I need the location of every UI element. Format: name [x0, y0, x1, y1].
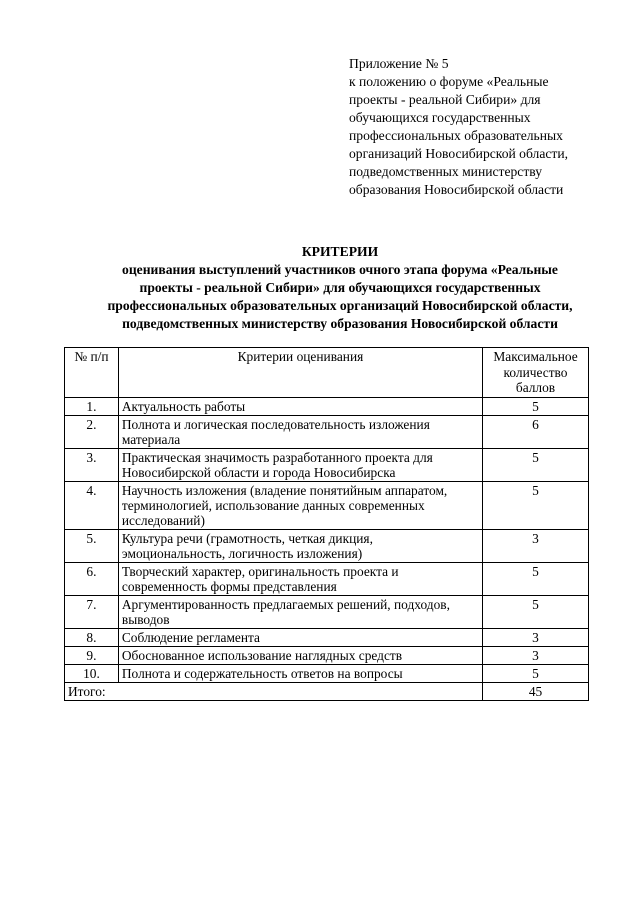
row-num: 10. [65, 664, 119, 682]
row-criteria: Практическая значимость разработанного проекта для Новосибирской области и города Новосибирска [118, 448, 482, 481]
table-row [65, 415, 589, 448]
row-criteria: Соблюдение регламента [118, 628, 482, 646]
row-num: 3. [65, 448, 119, 481]
table-row [65, 628, 589, 646]
header-max: Максимальное количество баллов [483, 348, 589, 398]
appendix-line: к положению о форуме «Реальные [349, 74, 549, 89]
row-max: 5 [483, 562, 589, 595]
appendix-line: проекты - реальной Сибири» для [349, 92, 541, 107]
row-max: 3 [483, 628, 589, 646]
row-max: 3 [483, 529, 589, 562]
row-num: 2. [65, 415, 119, 448]
row-criteria: Аргументированность предлагаемых решений, подходов, выводов [118, 595, 482, 628]
row-criteria: Полнота и содержательность ответов на вопросы [118, 664, 482, 682]
appendix-line: обучающихся государственных [349, 110, 531, 125]
table-row [65, 646, 589, 664]
table-row [65, 595, 589, 628]
row-num: 6. [65, 562, 119, 595]
table-row [65, 529, 589, 562]
header-num: № п/п [65, 348, 119, 398]
row-max: 5 [483, 448, 589, 481]
total-row [65, 682, 589, 700]
row-max: 5 [483, 595, 589, 628]
appendix-line: подведомственных министерству [349, 164, 543, 179]
total-label: Итого: [65, 682, 483, 700]
row-max: 5 [483, 397, 589, 415]
title-line: проекты - реальной Сибири» для обучающихся государственных [139, 280, 541, 295]
row-num: 9. [65, 646, 119, 664]
title-line: профессиональных образовательных организаций Новосибирской области, [107, 298, 573, 313]
table-row [65, 397, 589, 415]
appendix-line: образования Новосибирской области [349, 182, 564, 197]
row-max: 3 [483, 646, 589, 664]
row-num: 8. [65, 628, 119, 646]
title-line: оценивания выступлений участников очного этапа форума «Реальные [122, 262, 558, 277]
table-row [65, 481, 589, 529]
row-max: 5 [483, 481, 589, 529]
row-criteria: Научность изложения (владение понятийным аппаратом, терминологией, использование данных современных исследований) [118, 481, 482, 529]
table-row [65, 664, 589, 682]
row-num: 7. [65, 595, 119, 628]
row-criteria: Творческий характер, оригинальность проекта и современность формы представления [118, 562, 482, 595]
row-criteria: Культура речи (грамотность, четкая дикция, эмоциональность, логичность изложения) [118, 529, 482, 562]
row-max: 5 [483, 664, 589, 682]
table-row [65, 448, 589, 481]
document-title [40, 243, 640, 333]
table-header-row [65, 348, 589, 398]
row-num: 5. [65, 529, 119, 562]
title-line: подведомственных министерству образования Новосибирской области [122, 316, 558, 331]
header-criteria: Критерии оценивания [118, 348, 482, 398]
appendix-note [349, 55, 611, 199]
row-criteria: Полнота и логическая последовательность изложения материала [118, 415, 482, 448]
row-criteria: Обоснованное использование наглядных средств [118, 646, 482, 664]
row-num: 1. [65, 397, 119, 415]
table-row [65, 562, 589, 595]
total-value: 45 [483, 682, 589, 700]
row-num: 4. [65, 481, 119, 529]
criteria-table [64, 347, 589, 701]
appendix-line: Приложение № 5 [349, 56, 449, 71]
row-criteria: Актуальность работы [118, 397, 482, 415]
appendix-line: профессиональных образовательных [349, 128, 563, 143]
appendix-line: организаций Новосибирской области, [349, 146, 569, 161]
row-max: 6 [483, 415, 589, 448]
title-heading: КРИТЕРИИ [301, 244, 379, 259]
